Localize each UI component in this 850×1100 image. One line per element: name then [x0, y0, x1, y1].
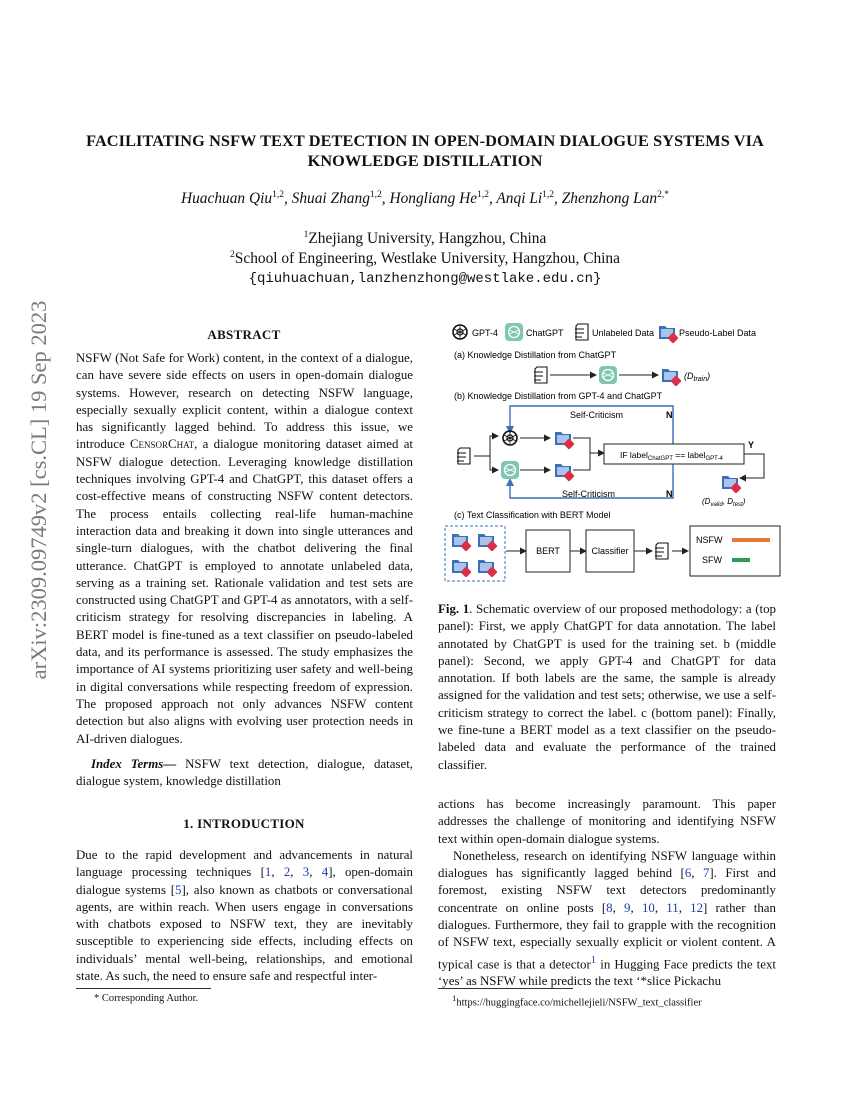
author: Hongliang He$^{1,2}$,	[389, 190, 497, 208]
svg-text:Unlabeled Data: Unlabeled Data	[592, 328, 655, 338]
svg-text:(Dvalid, Dtest): ($D_{valid}$, $D_{test}$)	[702, 497, 746, 508]
citation-link[interactable]: 10	[641, 900, 655, 915]
methodology-figure	[440, 318, 785, 588]
intro-right-column	[438, 796, 776, 991]
chatgpt-icon	[501, 461, 519, 479]
citation-link[interactable]: 6	[684, 866, 692, 881]
footnote-marker[interactable]: 1	[590, 953, 597, 966]
pseudo-label-data-icon	[659, 326, 679, 344]
abstract-body: NSFW (Not Safe for Work) content, in the context of a dialogue, can have severe side effects on users in open-domain dialogue systems. However, research on detecting NSFW language, especially sexually explicit content, within a dialogue context has significantly lagged behind. To address this issue, we introduce CensorChat, a dialogue monitoring dataset aimed at NSFW dialogue detection. Leveraging knowledge distillation techniques involving GPT-4 and ChatGPT, this dataset offers a cost-effective means of constructing NSFW content detectors. The process entails collecting real-life human-machine interaction data and breaking it down into single utterances and single-turn dialogues, with the chatbot delivering the final utterance. ChatGPT is employed to annotate unlabeled data, serving as a training set. Rationale validation and test sets are constructed using ChatGPT and GPT-4 as annotators, with a self-criticism strategy for resolving discrepancies in labeling. A BERT model is fine-tuned as a text classifier on pseudo-labeled data, and its performance is assessed. The study emphasizes the importance of AI systems prioritizing user safety and well-being in digital conversations while respecting freedom of expression. The proposed approach not only advances NSFW content detection but also aligns with evolving user protection needs in AI-driven dialogues. Index Terms— NSFW text detection, dialogue, dataset, dialogue system, knowledge distillation	[76, 350, 413, 790]
abstract-heading: ABSTRACT	[207, 327, 281, 342]
pseudo-label-data-icon	[478, 560, 498, 578]
citation-link[interactable]: 8	[606, 900, 613, 915]
sfw-bar	[732, 558, 750, 562]
label-comparison: IF label$_{ChatGPT}$ == label$_{GPT-4}$	[620, 450, 723, 462]
unlabeled-data-icon	[655, 543, 668, 559]
svg-text:N: N	[666, 410, 673, 420]
pseudo-label-data-icon	[555, 432, 575, 450]
footnote-rule	[438, 988, 573, 989]
footnote-1: $^1$https://huggingface.co/michellejieli/NSFW_text_classifier	[452, 993, 702, 1009]
author: Zhenzhong Lan$^{2,*}$	[561, 190, 669, 208]
affiliation-1: $^1$Zhejiang University, Hangzhou, China	[303, 230, 547, 248]
pseudo-label-data-icon	[452, 534, 472, 552]
classifier-box: Classifier	[591, 546, 629, 556]
citation-link[interactable]: 3	[302, 865, 310, 880]
svg-text:N: N	[666, 489, 673, 499]
citation-link[interactable]: 1	[264, 865, 272, 880]
citation-link[interactable]: 9	[624, 900, 631, 915]
intro-paragraph-2: Nonetheless, research on identifying NSFW language within dialogues has significantly lagged behind [6, 7]. First and foremost, existing NSFW text detectors predominantly concentrate on online posts [8, 9, 10, 11, 12] rather than dialogues. Furthermore, they fail to grapple with the recognition of NSFW text, especially sexually explicit or violent content. A typical case is that a detector$^1$ in Hugging Face predicts the text ‘yes’ as NSFW while predicts the text ‘*slice Pickachu	[438, 848, 776, 989]
citation-link[interactable]: 4	[321, 865, 329, 880]
citation-link[interactable]: 5	[175, 882, 182, 897]
svg-text:(Dtrain): $(D_{train})$	[684, 371, 711, 383]
panel-b-title: (b) Knowledge Distillation from GPT-4 and ChatGPT	[454, 391, 663, 401]
svg-text:GPT-4: GPT-4	[472, 328, 499, 338]
nsfw-bar	[732, 538, 770, 542]
unlabeled-data-icon	[575, 324, 588, 340]
paper-title	[80, 131, 770, 171]
citation-link[interactable]: 7	[702, 866, 710, 881]
sfw-label: SFW	[702, 555, 722, 565]
figure-legend	[453, 323, 756, 344]
gpt4-icon	[503, 431, 517, 445]
pseudo-label-data-icon	[478, 534, 498, 552]
title-line-2: KNOWLEDGE DISTILLATION	[307, 151, 543, 170]
svg-text:ChatGPT: ChatGPT	[526, 328, 564, 338]
pseudo-label-data-icon	[722, 476, 742, 494]
unlabeled-data-icon	[534, 367, 547, 383]
email: {qiuhuachuan,lanzhenzhong@westlake.edu.cn}	[248, 271, 602, 287]
pseudo-label-data-icon	[662, 369, 682, 387]
footnote-url[interactable]: https://huggingface.co/michellejieli/NSFW_text_classifier	[456, 997, 702, 1009]
censorchat-name: CensorChat	[129, 437, 195, 452]
arxiv-sidebar	[14, 300, 64, 680]
figure-caption: Fig. 1. Schematic overview of our proposed methodology: a (top panel): First, we apply ChatGPT for data annotation. The label annotated by ChatGPT is used for the training set. b (middle panel): Second, we apply GPT-4 and ChatGPT for data annotation. If both labels are the same, the sample is already assigned for the validation and test sets; otherwise, we use a self-criticism strategy to correct the label. c (bottom panel): Finally, we fine-tune a BERT model as a text classifier on the pseudo-labeled data and evaluate the performance of the trained classifier.	[438, 602, 776, 772]
svg-text:Y: Y	[748, 440, 755, 450]
citation-link[interactable]: 2	[283, 865, 291, 880]
pseudo-label-data-icon	[452, 560, 472, 578]
gpt4-icon	[453, 325, 467, 339]
citation-link[interactable]: 12	[690, 900, 704, 915]
panel-c-title: (c) Text Classification with BERT Model	[454, 510, 611, 520]
bert-box: BERT	[536, 546, 560, 556]
pseudo-label-data-icon	[555, 464, 575, 482]
author: Anqi Li$^{1,2}$,	[496, 190, 562, 208]
footnote-rule	[76, 988, 211, 989]
intro-heading: 1. INTRODUCTION	[183, 816, 305, 831]
chatgpt-icon	[599, 366, 617, 384]
panel-a-title: (a) Knowledge Distillation from ChatGPT	[454, 350, 617, 360]
index-terms: Index Terms— NSFW text detection, dialogue, dataset, dialogue system, knowledge distillation	[76, 756, 414, 789]
arxiv-id: arXiv:2309.09749v2 [cs.CL] 19 Sep 2023	[26, 300, 51, 680]
title-line-1: FACILITATING NSFW TEXT DETECTION IN OPEN-DOMAIN DIALOGUE SYSTEMS VIA	[86, 131, 764, 150]
corresponding-author-note: * Corresponding Author.	[94, 993, 199, 1004]
intro-paragraph-1-cont: actions has become increasingly paramount. This paper addresses the challenge of monitoring and identifying NSFW text within open-domain dialogue systems.	[438, 797, 776, 846]
unlabeled-data-icon	[457, 448, 470, 464]
svg-text:Pseudo-Label Data: Pseudo-Label Data	[679, 328, 757, 338]
intro-paragraph-1: Due to the rapid development and advancements in natural language processing techniques [1, 2, 3, 4], open-domain dialogue systems [5], also known as chatbots or conversational agents, are within reach. When users engage in conversations with chatbots exposed to NSFW text, they are inevitably susceptible to experiencing side effects, including effects on individuals’ mental well-being, relationships, and emotional state. As such, the need to ensure safe and respectful inter-	[76, 848, 414, 984]
self-criticism-label: Self-Criticism	[562, 489, 615, 499]
chatgpt-icon	[505, 323, 523, 341]
author-list	[80, 190, 770, 208]
citation-link[interactable]: 11	[666, 900, 679, 915]
self-criticism-label: Self-Criticism	[570, 410, 623, 420]
nsfw-label: NSFW	[696, 535, 723, 545]
author: Huachuan Qiu$^{1,2}$,	[181, 190, 292, 208]
author: Shuai Zhang$^{1,2}$,	[291, 190, 390, 208]
affiliation-2: $^2$School of Engineering, Westlake University, Hangzhou, China	[230, 250, 620, 268]
